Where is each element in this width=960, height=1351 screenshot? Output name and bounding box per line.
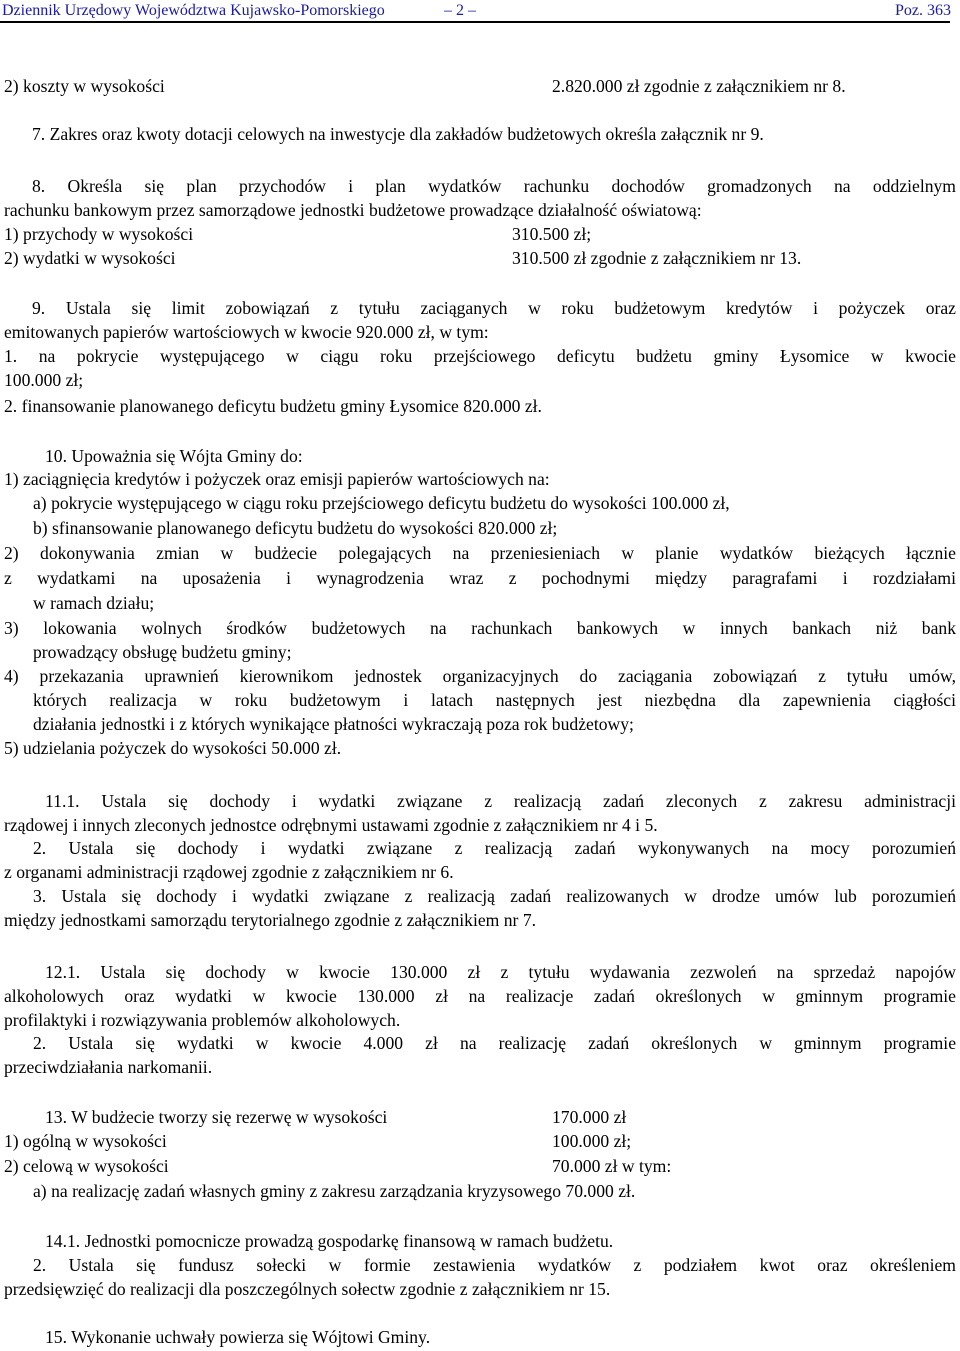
revenue-amount: 310.500 zł; (512, 224, 592, 244)
paragraph-10-item-3-end: prowadzący obsługę budżetu gminy; (33, 642, 292, 662)
paragraph-10-item-3-line-1: 3) lokowania wolnych środków budżetowych na rachunkach bankowych w innych bankach niż bank (4, 618, 956, 638)
paragraph-12-2-line-1: 2. Ustala się wydatki w kwocie 4.000 zł na realizację zadań określonych w gminnym programie (33, 1033, 956, 1053)
paragraph-9-text: emitowanych papierów wartościowych w kwocie 920.000 zł, w tym: (4, 322, 489, 342)
revenue-label: 1) przychody w wysokości (4, 224, 194, 244)
paragraph-10-item-4-line-2: których realizacja w roku budżetowym i latach następnych jest niezbędna dla zapewnienia ciągłości (33, 690, 956, 710)
targeted-reserve-amount: 70.000 zł w tym: (552, 1156, 672, 1176)
journal-title: Dziennik Urzędowy Województwa Kujawsko-Pomorskiego (2, 2, 385, 19)
paragraph-9-item-1: 1. na pokrycie występującego w ciągu roku przejściowego deficytu budżetu gminy Łysomice w kwocie (4, 346, 956, 366)
paragraph-9-line-1: 9. Ustala się limit zobowiązań z tytułu zaciąganych w roku budżetowym kredytów i pożyczek oraz (32, 298, 956, 318)
paragraph-8-line-1: 8. Określa się plan przychodów i plan wydatków rachunku dochodów gromadzonych na oddzielnym (32, 176, 956, 196)
paragraph-7-text: 7. Zakres oraz kwoty dotacji celowych na inwestycje dla zakładów budżetowych określa załącznik nr 9. (32, 124, 764, 144)
paragraph-11-2-text: z organami administracji rządowej zgodnie z załącznikiem nr 6. (4, 862, 454, 882)
paragraph-10-item-2-end: w ramach działu; (33, 593, 155, 613)
position-number: Poz. 363 (895, 2, 951, 19)
paragraph-11-2-line-1: 2. Ustala się dochody i wydatki związane z realizacją zadań wykonywanych na mocy porozumień (33, 838, 956, 858)
paragraph-9-item-2-text: 2. finansowanie planowanego deficytu budżetu gminy Łysomice 820.000 zł. (4, 396, 542, 416)
costs-label: 2) koszty w wysokości (4, 76, 165, 96)
paragraph-12-line-1: 12.1. Ustala się dochody w kwocie 130.000 zł z tytułu wydawania zezwoleń na sprzedaż napojów (45, 962, 956, 982)
paragraph-10-item-1a-text: a) pokrycie występującego w ciągu roku przejściowego deficytu budżetu do wysokości 100.000 zł, (33, 493, 730, 513)
paragraph-14-2-line-1: 2. Ustala się fundusz sołecki w formie zestawienia wydatków z podziałem kwot oraz określeniem (33, 1255, 956, 1275)
paragraph-11-text: rządowej i innych zleconych jednostce odrębnymi ustawami zgodnie z załącznikiem nr 4 i 5. (4, 815, 658, 835)
paragraph-10-item-4-end: działania jednostki i z których wynikające płatności wykraczają poza rok budżetowy; (33, 714, 634, 734)
paragraph-10-item-4-line-1: 4) przekazania uprawnień kierownikom jednostek organizacyjnych do zaciągania zobowiązań z tytułu umów, (4, 666, 956, 686)
paragraph-15-text: 15. Wykonanie uchwały powierza się Wójtowi Gminy. (45, 1327, 431, 1347)
paragraph-10-item-2-line-1: 2) dokonywania zmian w budżecie polegających na przeniesieniach w planie wydatków bieżących łącznie (4, 543, 956, 563)
page-header (0, 0, 960, 22)
header-rule (0, 21, 950, 23)
paragraph-10-item-1-text: 1) zaciągnięcia kredytów i pożyczek oraz emisji papierów wartościowych na: (4, 469, 550, 489)
paragraph-12-2-text: przeciwdziałania narkomanii. (4, 1057, 213, 1077)
paragraph-10-text: 10. Upoważnia się Wójta Gminy do: (45, 446, 303, 466)
paragraph-12-line-2: alkoholowych oraz wydatki w kwocie 130.000 zł na realizacje zadań określonych w gminnym programie (4, 986, 956, 1006)
paragraph-10-item-2-line-2: z wydatkami na uposażenia i wynagrodzenia wraz z pochodnymi między paragrafami i rozdziałami (4, 568, 956, 588)
paragraph-11-line-1: 11.1. Ustala się dochody i wydatki związane z realizacją zadań zleconych z zakresu administracji (45, 791, 956, 811)
reserve-label: 13. W budżecie tworzy się rezerwę w wysokości (45, 1107, 388, 1127)
crisis-reserve-text: a) na realizację zadań własnych gminy z zakresu zarządzania kryzysowego 70.000 zł. (33, 1181, 636, 1201)
paragraph-11-3-line-1: 3. Ustala się dochody i wydatki związane z realizacją zadań realizowanych w drodze umów lub porozumień (33, 886, 956, 906)
paragraph-12-text: profilaktyki i rozwiązywania problemów alkoholowych. (4, 1010, 401, 1030)
paragraph-8-text: rachunku bankowym przez samorządowe jednostki budżetowe prowadzące działalność oświatową: (4, 200, 702, 220)
expense-amount: 310.500 zł zgodnie z załącznikiem nr 13. (512, 248, 802, 268)
costs-amount: 2.820.000 zł zgodnie z załącznikiem nr 8. (552, 76, 846, 96)
paragraph-9-item-1-amount: 100.000 zł; (4, 370, 84, 390)
paragraph-11-3-text: między jednostkami samorządu terytorialnego zgodnie z załącznikiem nr 7. (4, 910, 537, 930)
expense-label: 2) wydatki w wysokości (4, 248, 176, 268)
general-reserve-amount: 100.000 zł; (552, 1131, 632, 1151)
paragraph-10-item-1b-text: b) sfinansowanie planowanego deficytu budżetu do wysokości 820.000 zł; (33, 518, 558, 538)
paragraph-14-text: 14.1. Jednostki pomocnicze prowadzą gospodarkę finansową w ramach budżetu. (45, 1231, 614, 1251)
page-number: – 2 – (444, 2, 476, 19)
paragraph-10-item-5-text: 5) udzielania pożyczek do wysokości 50.000 zł. (4, 738, 342, 758)
targeted-reserve-label: 2) celową w wysokości (4, 1156, 169, 1176)
paragraph-14-2-text: przedsięwzięć do realizacji dla poszczególnych sołectw zgodnie z załącznikiem nr 15. (4, 1279, 611, 1299)
reserve-amount: 170.000 zł (552, 1107, 627, 1127)
general-reserve-label: 1) ogólną w wysokości (4, 1131, 167, 1151)
